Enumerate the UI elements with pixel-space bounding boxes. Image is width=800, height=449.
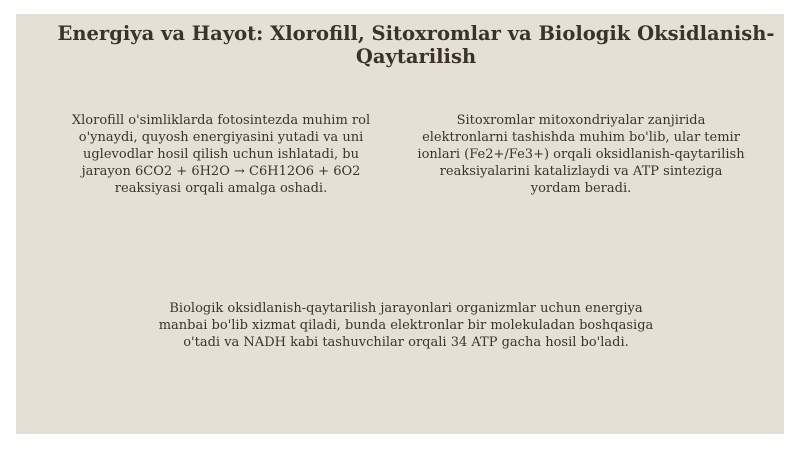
cytochromes-paragraph: Sitoxromlar mitoxondriyalar zanjirida elektronlarni tashishda muhim bo'lib, ular temir ionlari (Fe2+/Fe3+) orqali oksidlanish-qaytarilish reaksiyalarini katalizlaydi va ATP sinteziga yordam beradi. [417,113,745,196]
slide-title: Energiya va Hayot: Xlorofill, Sitoxromlar va Biologik Oksidlanish-Qaytarilish [57,22,775,68]
chlorophyll-paragraph: Xlorofill o'simliklarda fotosintezda muhim rol o'ynaydi, quyosh energiyasini yutadi va uni uglevodlar hosil qilish uchun ishlatadi, bu jarayon 6CO2 + 6H2O → C6H12O6 + 6O2 reaksiyasi orqali amalga oshadi. [71,113,371,196]
redox-paragraph: Biologik oksidlanish-qaytarilish jarayonlari organizmlar uchun energiya manbai bo'lib xizmat qiladi, bunda elektronlar bir molekuladan boshqasiga o'tadi va NADH kabi tashuvchilar orqali 34 ATP gacha hosil bo'ladi. [158,301,654,350]
slide [16,14,784,434]
